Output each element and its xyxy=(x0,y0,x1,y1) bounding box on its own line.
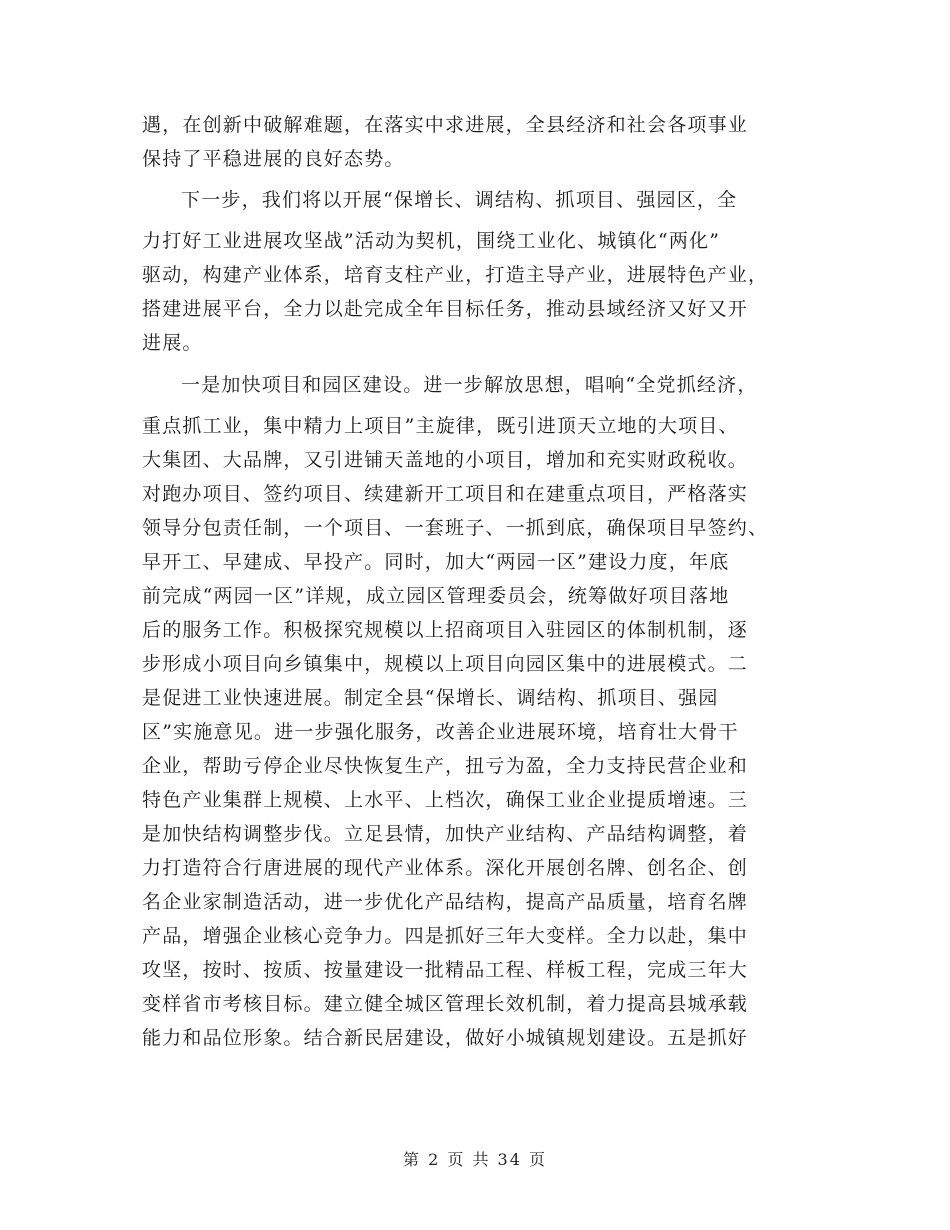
text-line: 产品，增强企业核心竞争力。四是抓好三年大变样。全力以赴，集中 xyxy=(142,925,749,947)
text-line: 是促进工业快速进展。制定全县“保增长、调结构、抓项目、强园 xyxy=(142,687,719,709)
text-line: 大集团、大品牌，又引进铺天盖地的小项目，增加和充实财政税收。 xyxy=(142,449,749,471)
text-line: 能力和品位形象。结合新民居建设，做好小城镇规划建设。五是抓好 xyxy=(142,1027,749,1049)
text-line: 搭建进展平台，全力以赴完成全年目标任务，推动县域经济又好又开 xyxy=(142,298,749,320)
text-line: 保持了平稳进展的良好态势。 xyxy=(142,148,405,170)
text-line: 对跑办项目、签约项目、续建新开工项目和在建重点项目，严格落实 xyxy=(142,483,749,505)
text-line: 是加快结构调整步伐。立足县情，加快产业结构、产品结构调整，着 xyxy=(142,823,749,845)
text-line: 进展。 xyxy=(142,332,203,354)
text-line: 一是加快项目和园区建设。进一步解放思想，唱响“全党抓经济， xyxy=(181,374,758,396)
text-line: 下一步，我们将以开展“保增长、调结构、抓项目、强园区，全 xyxy=(181,189,738,211)
text-line: 企业，帮助亏停企业尽快恢复生产，扭亏为盈，全力支持民营企业和 xyxy=(142,755,749,777)
text-line: 变样省市考核目标。建立健全城区管理长效机制，着力提高县城承载 xyxy=(142,993,749,1015)
text-line: 力打造符合行唐进展的现代产业体系。深化开展创名牌、创名企、创 xyxy=(142,857,749,879)
text-line: 领导分包责任制，一个项目、一套班子、一抓到底，确保项目早签约、 xyxy=(142,517,769,539)
text-line: 特色产业集群上规模、上水平、上档次，确保工业企业提质增速。三 xyxy=(142,789,749,811)
text-line: 重点抓工业，集中精力上项目”主旋律，既引进顶天立地的大项目、 xyxy=(142,415,739,437)
text-line: 早开工、早建成、早投产。同时，加大“两园一区”建设力度，年底 xyxy=(142,551,730,573)
text-line: 前完成“两园一区”详规，成立园区管理委员会，统筹做好项目落地 xyxy=(142,585,730,607)
text-line: 攻坚，按时、按质、按量建设一批精品工程、样板工程，完成三年大 xyxy=(142,959,749,981)
text-line: 后的服务工作。积极探究规模以上招商项目入驻园区的体制机制，逐 xyxy=(142,619,749,641)
text-line: 步形成小项目向乡镇集中，规模以上项目向园区集中的进展模式。二 xyxy=(142,653,749,675)
text-line: 名企业家制造活动，进一步优化产品结构，提高产品质量，培育名牌 xyxy=(142,891,749,913)
text-line: 区”实施意见。进一步强化服务，改善企业进展环境，培育壮大骨干 xyxy=(142,721,739,743)
text-line: 驱动，构建产业体系，培育支柱产业，打造主导产业，进展特色产业， xyxy=(142,264,769,286)
page-number: 第 2 页 共 34 页 xyxy=(403,1150,547,1169)
text-line: 遇，在创新中破解难题，在落实中求进展，全县经济和社会各项事业 xyxy=(142,114,749,136)
text-line: 力打好工业进展攻坚战”活动为契机，围绕工业化、城镇化“两化” xyxy=(142,230,721,252)
